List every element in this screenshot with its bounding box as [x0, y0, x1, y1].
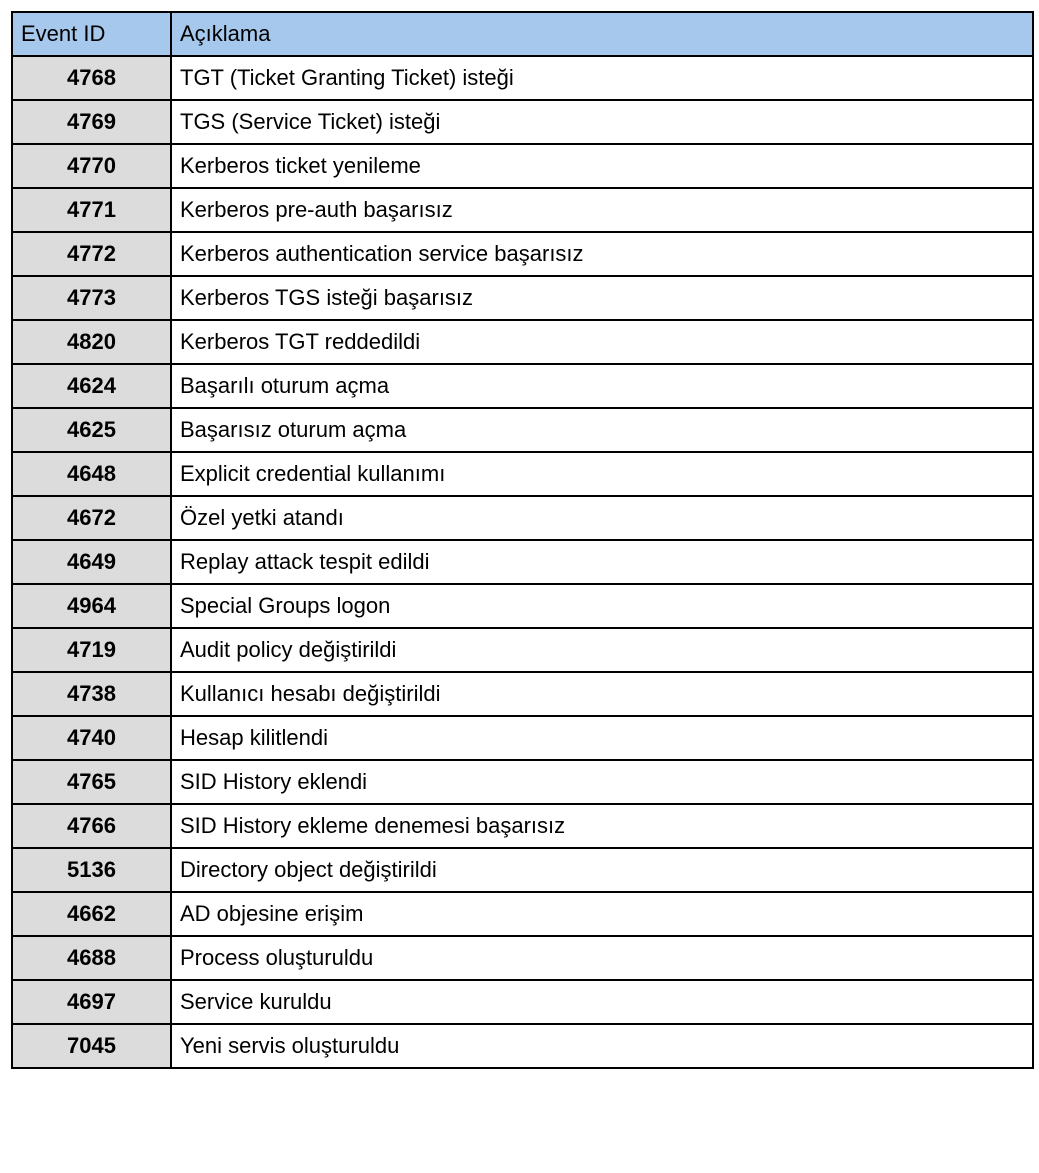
event-id-cell: 4649 — [12, 540, 171, 584]
description-cell: Kerberos pre-auth başarısız — [171, 188, 1033, 232]
table-row — [12, 760, 1033, 804]
table-row — [12, 892, 1033, 936]
header-event-id: Event ID — [12, 12, 171, 56]
header-row — [12, 12, 1033, 56]
description-cell: TGS (Service Ticket) isteği — [171, 100, 1033, 144]
table-row — [12, 936, 1033, 980]
description-cell: Kerberos TGS isteği başarısız — [171, 276, 1033, 320]
description-cell: Directory object değiştirildi — [171, 848, 1033, 892]
description-cell: Kullanıcı hesabı değiştirildi — [171, 672, 1033, 716]
event-id-cell: 4768 — [12, 56, 171, 100]
table-row — [12, 100, 1033, 144]
description-cell: Process oluşturuldu — [171, 936, 1033, 980]
description-cell: SID History ekleme denemesi başarısız — [171, 804, 1033, 848]
event-id-cell: 4688 — [12, 936, 171, 980]
table-row — [12, 144, 1033, 188]
event-id-cell: 4772 — [12, 232, 171, 276]
description-cell: Kerberos ticket yenileme — [171, 144, 1033, 188]
event-id-cell: 4624 — [12, 364, 171, 408]
event-id-table — [11, 11, 1034, 1069]
event-id-cell: 4625 — [12, 408, 171, 452]
table-row — [12, 628, 1033, 672]
description-cell: Başarısız oturum açma — [171, 408, 1033, 452]
header-description: Açıklama — [171, 12, 1033, 56]
description-cell: Hesap kilitlendi — [171, 716, 1033, 760]
table-row — [12, 320, 1033, 364]
table-row — [12, 188, 1033, 232]
description-cell: Yeni servis oluşturuldu — [171, 1024, 1033, 1068]
event-id-cell: 4697 — [12, 980, 171, 1024]
event-id-cell: 4769 — [12, 100, 171, 144]
description-cell: Kerberos authentication service başarısız — [171, 232, 1033, 276]
table-row — [12, 540, 1033, 584]
event-id-cell: 4672 — [12, 496, 171, 540]
event-id-cell: 4964 — [12, 584, 171, 628]
description-cell: Explicit credential kullanımı — [171, 452, 1033, 496]
table-row — [12, 672, 1033, 716]
event-id-cell: 4766 — [12, 804, 171, 848]
event-id-cell: 4773 — [12, 276, 171, 320]
table-row — [12, 232, 1033, 276]
table-row — [12, 276, 1033, 320]
event-id-cell: 4719 — [12, 628, 171, 672]
event-id-cell: 4662 — [12, 892, 171, 936]
description-cell: SID History eklendi — [171, 760, 1033, 804]
table-row — [12, 496, 1033, 540]
description-cell: TGT (Ticket Granting Ticket) isteği — [171, 56, 1033, 100]
description-cell: Özel yetki atandı — [171, 496, 1033, 540]
description-cell: Replay attack tespit edildi — [171, 540, 1033, 584]
description-cell: Kerberos TGT reddedildi — [171, 320, 1033, 364]
table-row — [12, 980, 1033, 1024]
table-row — [12, 584, 1033, 628]
event-id-cell: 4771 — [12, 188, 171, 232]
description-cell: Audit policy değiştirildi — [171, 628, 1033, 672]
event-id-cell: 4765 — [12, 760, 171, 804]
event-id-cell: 4738 — [12, 672, 171, 716]
table-body — [12, 56, 1033, 1068]
table-header — [12, 12, 1033, 56]
table-row — [12, 364, 1033, 408]
description-cell: Service kuruldu — [171, 980, 1033, 1024]
event-id-cell: 4740 — [12, 716, 171, 760]
table-row — [12, 408, 1033, 452]
table-row — [12, 56, 1033, 100]
table-row — [12, 848, 1033, 892]
table-row — [12, 452, 1033, 496]
event-id-cell: 7045 — [12, 1024, 171, 1068]
table-row — [12, 1024, 1033, 1068]
table-row — [12, 804, 1033, 848]
description-cell: AD objesine erişim — [171, 892, 1033, 936]
table-row — [12, 716, 1033, 760]
description-cell: Başarılı oturum açma — [171, 364, 1033, 408]
description-cell: Special Groups logon — [171, 584, 1033, 628]
event-id-cell: 4770 — [12, 144, 171, 188]
event-id-cell: 4648 — [12, 452, 171, 496]
event-id-cell: 4820 — [12, 320, 171, 364]
event-id-cell: 5136 — [12, 848, 171, 892]
